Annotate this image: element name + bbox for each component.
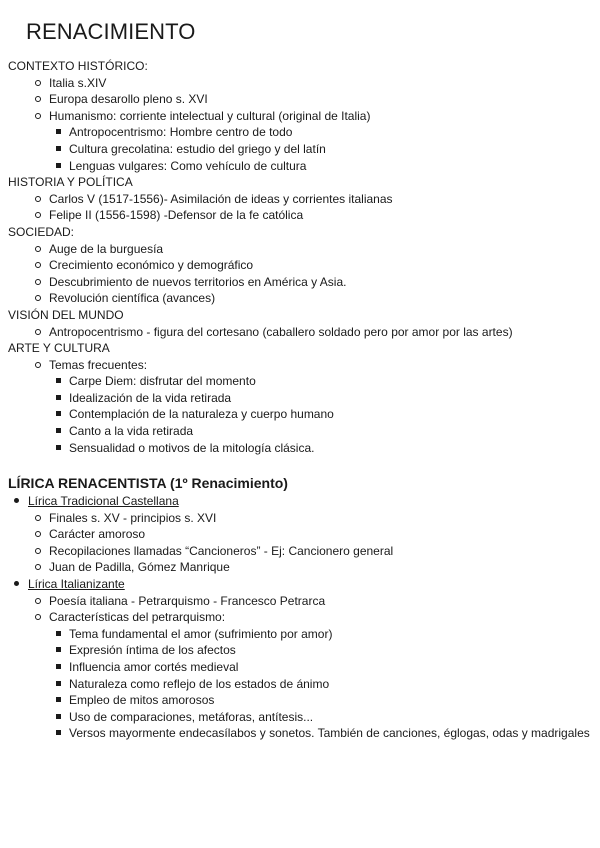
list-item: Crecimiento económico y demográfico: [8, 257, 593, 274]
list-item: Descubrimiento de nuevos territorios en América y Asia.: [8, 274, 593, 291]
sub-list-item: Cultura grecolatina: estudio del griego y del latín: [8, 141, 593, 158]
sub-list-item: Influencia amor cortés medieval: [8, 659, 593, 676]
sub-list-item: Contemplación de la naturaleza y cuerpo humano: [8, 406, 593, 423]
list-item: Juan de Padilla, Gómez Manrique: [8, 559, 593, 576]
sub-list-item: Canto a la vida retirada: [8, 423, 593, 440]
list-item: Poesía italiana - Petrarquismo - Francesco Petrarca: [8, 593, 593, 610]
sub-list-item: Antropocentrismo: Hombre centro de todo: [8, 124, 593, 141]
section-heading-arte: ARTE Y CULTURA: [8, 341, 110, 356]
section-heading-historia: HISTORIA Y POLÍTICA: [8, 175, 133, 190]
list-item: Revolución científica (avances): [8, 290, 593, 307]
sub-list-item: Carpe Diem: disfrutar del momento: [8, 373, 593, 390]
list-item: Italia s.XIV: [8, 75, 593, 92]
section-heading-vision: VISIÓN DEL MUNDO: [8, 307, 124, 322]
sub-list-item: Empleo de mitos amorosos: [8, 692, 593, 709]
list-item: Finales s. XV - principios s. XVI: [8, 510, 593, 527]
sub-list-item: Idealización de la vida retirada: [8, 390, 593, 407]
list-item: Felipe II (1556-1598) -Defensor de la fe católica: [8, 207, 593, 224]
list-item: Características del petrarquismo:: [8, 609, 593, 626]
list-item: Humanismo: corriente intelectual y cultural (original de Italia): [8, 108, 593, 125]
page-title: RENACIMIENTO: [26, 19, 196, 44]
lirica-italianizante-label: Lírica Italianizante: [8, 576, 593, 593]
lirica-tradicional-label: Lírica Tradicional Castellana: [8, 493, 593, 510]
list-item: Temas frecuentes:: [8, 357, 593, 374]
list-item: Antropocentrismo - figura del cortesano (caballero soldado pero por amor por las artes): [8, 324, 593, 341]
sub-list-item: Lenguas vulgares: Como vehículo de cultura: [8, 158, 593, 175]
sub-list-item: Versos mayormente endecasílabos y sonetos. También de canciones, églogas, odas y madrigales: [8, 725, 593, 742]
outline-section: [8, 58, 593, 456]
sub-list-item: Naturaleza como reflejo de los estados de ánimo: [8, 676, 593, 693]
sub-list-item: Uso de comparaciones, metáforas, antítesis...: [8, 709, 593, 726]
section-heading-sociedad: SOCIEDAD:: [8, 224, 75, 239]
sub-list-item: Expresión íntima de los afectos: [8, 642, 593, 659]
list-item: Recopilaciones llamadas “Cancioneros” - Ej: Cancionero general: [8, 543, 593, 560]
sub-list-item: Tema fundamental el amor (sufrimiento por amor): [8, 626, 593, 643]
lirica-section: [8, 493, 593, 742]
list-item: Europa desarollo pleno s. XVI: [8, 91, 593, 108]
list-item: Carácter amoroso: [8, 526, 593, 543]
section-heading-contexto: CONTEXTO HISTÓRICO:: [8, 59, 148, 73]
sub-list-item: Sensualidad o motivos de la mitología clásica.: [8, 440, 593, 457]
list-item: Auge de la burguesía: [8, 241, 593, 258]
list-item: Carlos V (1517-1556)- Asimilación de ideas y corrientes italianas: [8, 191, 593, 208]
lirica-heading: LÍRICA RENACENTISTA (1º Renacimiento): [8, 475, 288, 491]
